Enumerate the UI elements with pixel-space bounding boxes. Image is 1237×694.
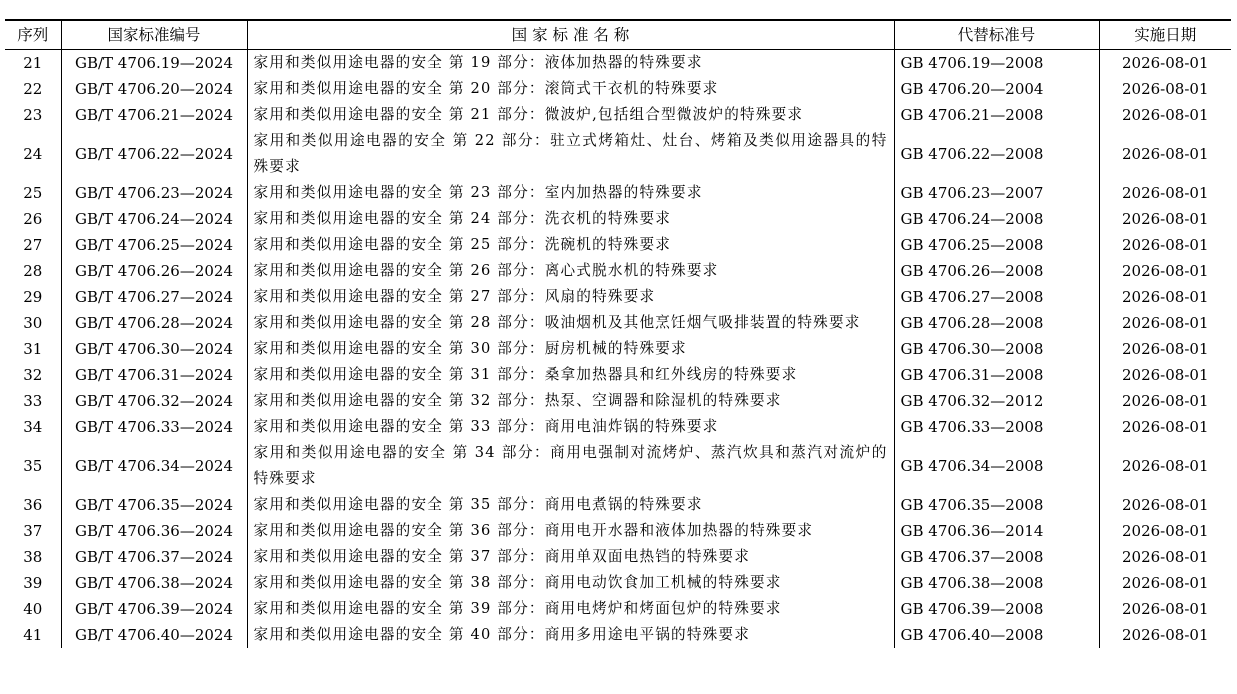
table-row <box>5 388 1231 414</box>
cell-standard-code: GB/T 4706.26—2024 <box>61 258 247 284</box>
table-header-row <box>5 20 1231 50</box>
table-row <box>5 518 1231 544</box>
cell-replaced-code: GB 4706.20—2004 <box>894 76 1099 102</box>
cell-standard-code: GB/T 4706.31—2024 <box>61 362 247 388</box>
cell-standard-code: GB/T 4706.25—2024 <box>61 232 247 258</box>
table-row <box>5 258 1231 284</box>
cell-standard-name: 家用和类似用途电器的安全 第 30 部分：厨房机械的特殊要求 <box>247 336 894 362</box>
standards-table <box>5 19 1231 648</box>
cell-standard-name: 家用和类似用途电器的安全 第 40 部分：商用多用途电平锅的特殊要求 <box>247 622 894 648</box>
cell-standard-name: 家用和类似用途电器的安全 第 25 部分：洗碗机的特殊要求 <box>247 232 894 258</box>
cell-implementation-date: 2026-08-01 <box>1099 128 1231 180</box>
cell-seq: 32 <box>5 362 61 388</box>
cell-standard-code: GB/T 4706.35—2024 <box>61 492 247 518</box>
table-row <box>5 362 1231 388</box>
cell-seq: 38 <box>5 544 61 570</box>
cell-replaced-code: GB 4706.19—2008 <box>894 50 1099 77</box>
header-date: 实施日期 <box>1099 20 1231 50</box>
cell-implementation-date: 2026-08-01 <box>1099 284 1231 310</box>
cell-seq: 37 <box>5 518 61 544</box>
cell-implementation-date: 2026-08-01 <box>1099 440 1231 492</box>
table-body <box>5 50 1231 649</box>
cell-replaced-code: GB 4706.37—2008 <box>894 544 1099 570</box>
cell-replaced-code: GB 4706.35—2008 <box>894 492 1099 518</box>
table-row <box>5 310 1231 336</box>
cell-replaced-code: GB 4706.36—2014 <box>894 518 1099 544</box>
cell-standard-code: GB/T 4706.28—2024 <box>61 310 247 336</box>
cell-standard-code: GB/T 4706.20—2024 <box>61 76 247 102</box>
cell-implementation-date: 2026-08-01 <box>1099 414 1231 440</box>
cell-replaced-code: GB 4706.27—2008 <box>894 284 1099 310</box>
cell-replaced-code: GB 4706.32—2012 <box>894 388 1099 414</box>
cell-seq: 28 <box>5 258 61 284</box>
cell-seq: 27 <box>5 232 61 258</box>
cell-implementation-date: 2026-08-01 <box>1099 622 1231 648</box>
cell-replaced-code: GB 4706.23—2007 <box>894 180 1099 206</box>
cell-seq: 24 <box>5 128 61 180</box>
cell-implementation-date: 2026-08-01 <box>1099 362 1231 388</box>
cell-replaced-code: GB 4706.24—2008 <box>894 206 1099 232</box>
cell-standard-code: GB/T 4706.22—2024 <box>61 128 247 180</box>
cell-standard-name: 家用和类似用途电器的安全 第 22 部分：驻立式烤箱灶、灶台、烤箱及类似用途器具的特殊要求 <box>247 128 894 180</box>
cell-implementation-date: 2026-08-01 <box>1099 544 1231 570</box>
table-row <box>5 570 1231 596</box>
cell-implementation-date: 2026-08-01 <box>1099 232 1231 258</box>
cell-standard-code: GB/T 4706.21—2024 <box>61 102 247 128</box>
cell-implementation-date: 2026-08-01 <box>1099 258 1231 284</box>
table-row <box>5 180 1231 206</box>
table-row <box>5 128 1231 180</box>
cell-seq: 41 <box>5 622 61 648</box>
cell-seq: 22 <box>5 76 61 102</box>
cell-implementation-date: 2026-08-01 <box>1099 518 1231 544</box>
cell-standard-code: GB/T 4706.33—2024 <box>61 414 247 440</box>
cell-standard-code: GB/T 4706.38—2024 <box>61 570 247 596</box>
cell-replaced-code: GB 4706.31—2008 <box>894 362 1099 388</box>
cell-replaced-code: GB 4706.33—2008 <box>894 414 1099 440</box>
cell-implementation-date: 2026-08-01 <box>1099 596 1231 622</box>
table-row <box>5 284 1231 310</box>
cell-seq: 21 <box>5 50 61 77</box>
table-row <box>5 596 1231 622</box>
cell-seq: 35 <box>5 440 61 492</box>
cell-standard-name: 家用和类似用途电器的安全 第 19 部分：液体加热器的特殊要求 <box>247 50 894 77</box>
cell-standard-name: 家用和类似用途电器的安全 第 20 部分：滚筒式干衣机的特殊要求 <box>247 76 894 102</box>
cell-standard-name: 家用和类似用途电器的安全 第 33 部分：商用电油炸锅的特殊要求 <box>247 414 894 440</box>
cell-standard-code: GB/T 4706.27—2024 <box>61 284 247 310</box>
cell-standard-code: GB/T 4706.30—2024 <box>61 336 247 362</box>
table-row <box>5 206 1231 232</box>
cell-replaced-code: GB 4706.40—2008 <box>894 622 1099 648</box>
cell-seq: 40 <box>5 596 61 622</box>
cell-implementation-date: 2026-08-01 <box>1099 50 1231 77</box>
cell-seq: 26 <box>5 206 61 232</box>
cell-implementation-date: 2026-08-01 <box>1099 206 1231 232</box>
cell-standard-name: 家用和类似用途电器的安全 第 21 部分：微波炉,包括组合型微波炉的特殊要求 <box>247 102 894 128</box>
cell-replaced-code: GB 4706.26—2008 <box>894 258 1099 284</box>
cell-replaced-code: GB 4706.34—2008 <box>894 440 1099 492</box>
cell-replaced-code: GB 4706.39—2008 <box>894 596 1099 622</box>
cell-implementation-date: 2026-08-01 <box>1099 180 1231 206</box>
cell-replaced-code: GB 4706.28—2008 <box>894 310 1099 336</box>
table-row <box>5 102 1231 128</box>
cell-standard-name: 家用和类似用途电器的安全 第 39 部分：商用电烤炉和烤面包炉的特殊要求 <box>247 596 894 622</box>
cell-seq: 36 <box>5 492 61 518</box>
table-row <box>5 414 1231 440</box>
cell-standard-name: 家用和类似用途电器的安全 第 26 部分：离心式脱水机的特殊要求 <box>247 258 894 284</box>
cell-standard-name: 家用和类似用途电器的安全 第 27 部分：风扇的特殊要求 <box>247 284 894 310</box>
cell-standard-name: 家用和类似用途电器的安全 第 37 部分：商用单双面电热铛的特殊要求 <box>247 544 894 570</box>
cell-standard-name: 家用和类似用途电器的安全 第 23 部分：室内加热器的特殊要求 <box>247 180 894 206</box>
cell-implementation-date: 2026-08-01 <box>1099 388 1231 414</box>
cell-replaced-code: GB 4706.38—2008 <box>894 570 1099 596</box>
cell-standard-name: 家用和类似用途电器的安全 第 36 部分：商用电开水器和液体加热器的特殊要求 <box>247 518 894 544</box>
cell-implementation-date: 2026-08-01 <box>1099 76 1231 102</box>
cell-standard-name: 家用和类似用途电器的安全 第 35 部分：商用电煮锅的特殊要求 <box>247 492 894 518</box>
cell-seq: 39 <box>5 570 61 596</box>
cell-standard-name: 家用和类似用途电器的安全 第 24 部分：洗衣机的特殊要求 <box>247 206 894 232</box>
table-row <box>5 232 1231 258</box>
cell-seq: 25 <box>5 180 61 206</box>
cell-seq: 34 <box>5 414 61 440</box>
cell-seq: 31 <box>5 336 61 362</box>
cell-seq: 23 <box>5 102 61 128</box>
cell-standard-name: 家用和类似用途电器的安全 第 31 部分：桑拿加热器具和红外线房的特殊要求 <box>247 362 894 388</box>
table-row <box>5 440 1231 492</box>
cell-implementation-date: 2026-08-01 <box>1099 570 1231 596</box>
header-seq: 序列 <box>5 20 61 50</box>
cell-standard-code: GB/T 4706.24—2024 <box>61 206 247 232</box>
table-row <box>5 50 1231 77</box>
cell-implementation-date: 2026-08-01 <box>1099 102 1231 128</box>
cell-standard-code: GB/T 4706.34—2024 <box>61 440 247 492</box>
cell-replaced-code: GB 4706.25—2008 <box>894 232 1099 258</box>
cell-standard-code: GB/T 4706.36—2024 <box>61 518 247 544</box>
cell-implementation-date: 2026-08-01 <box>1099 310 1231 336</box>
table-row <box>5 76 1231 102</box>
cell-standard-name: 家用和类似用途电器的安全 第 32 部分：热泵、空调器和除湿机的特殊要求 <box>247 388 894 414</box>
table-row <box>5 622 1231 648</box>
cell-replaced-code: GB 4706.22—2008 <box>894 128 1099 180</box>
cell-standard-code: GB/T 4706.32—2024 <box>61 388 247 414</box>
cell-seq: 29 <box>5 284 61 310</box>
cell-standard-code: GB/T 4706.37—2024 <box>61 544 247 570</box>
cell-standard-code: GB/T 4706.39—2024 <box>61 596 247 622</box>
header-name: 国 家 标 准 名 称 <box>247 20 894 50</box>
table-row <box>5 544 1231 570</box>
cell-replaced-code: GB 4706.30—2008 <box>894 336 1099 362</box>
cell-implementation-date: 2026-08-01 <box>1099 492 1231 518</box>
header-replaced: 代替标准号 <box>894 20 1099 50</box>
cell-standard-name: 家用和类似用途电器的安全 第 38 部分：商用电动饮食加工机械的特殊要求 <box>247 570 894 596</box>
cell-standard-name: 家用和类似用途电器的安全 第 34 部分：商用电强制对流烤炉、蒸汽炊具和蒸汽对流炉的特殊要求 <box>247 440 894 492</box>
cell-standard-name: 家用和类似用途电器的安全 第 28 部分：吸油烟机及其他烹饪烟气吸排装置的特殊要求 <box>247 310 894 336</box>
cell-implementation-date: 2026-08-01 <box>1099 336 1231 362</box>
cell-standard-code: GB/T 4706.19—2024 <box>61 50 247 77</box>
cell-standard-code: GB/T 4706.23—2024 <box>61 180 247 206</box>
cell-seq: 33 <box>5 388 61 414</box>
table-row <box>5 336 1231 362</box>
table-row <box>5 492 1231 518</box>
cell-replaced-code: GB 4706.21—2008 <box>894 102 1099 128</box>
header-code: 国家标准编号 <box>61 20 247 50</box>
cell-standard-code: GB/T 4706.40—2024 <box>61 622 247 648</box>
cell-seq: 30 <box>5 310 61 336</box>
